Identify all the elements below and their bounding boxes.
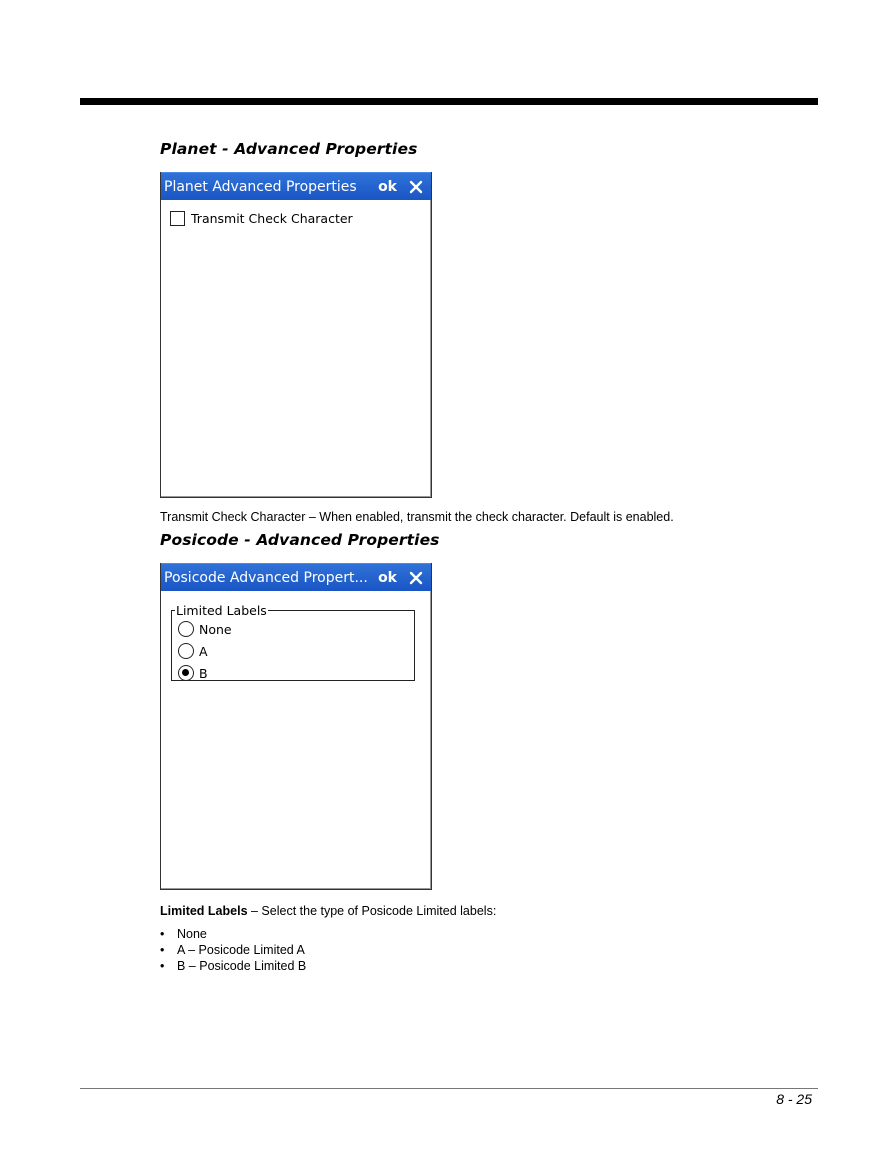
limited-labels-description: – Select the type of Posicode Limited labels: bbox=[247, 904, 497, 918]
radio-b-label: B bbox=[199, 665, 208, 681]
close-icon[interactable] bbox=[405, 176, 427, 198]
close-icon[interactable] bbox=[405, 567, 427, 589]
ok-button[interactable]: ok bbox=[378, 569, 397, 586]
bullet: • bbox=[160, 943, 165, 957]
radio-option-b[interactable] bbox=[178, 662, 408, 684]
header-rule bbox=[80, 98, 818, 105]
bullet: • bbox=[160, 959, 165, 973]
list-item bbox=[160, 958, 306, 974]
posicode-section-heading: Posicode - Advanced Properties bbox=[160, 531, 440, 549]
transmit-check-character-label: Transmit Check Character bbox=[191, 211, 353, 226]
limited-labels-list bbox=[160, 926, 306, 974]
planet-dialog bbox=[160, 172, 432, 498]
radio-option-a[interactable] bbox=[178, 640, 408, 662]
posicode-description bbox=[160, 904, 496, 918]
limited-labels-group bbox=[171, 603, 415, 681]
list-item-text: B – Posicode Limited B bbox=[177, 959, 307, 973]
posicode-dialog-title: Posicode Advanced Propert... bbox=[164, 569, 368, 586]
planet-dialog-title: Planet Advanced Properties bbox=[164, 178, 357, 195]
planet-dialog-titlebar bbox=[161, 172, 431, 200]
radio-none[interactable] bbox=[178, 621, 194, 637]
footer-rule bbox=[80, 1088, 818, 1089]
radio-option-none[interactable] bbox=[178, 618, 408, 640]
radio-a-label: A bbox=[199, 643, 208, 659]
list-item-text: None bbox=[177, 927, 207, 941]
transmit-check-character-checkbox[interactable] bbox=[170, 211, 185, 226]
page-number: 8 - 25 bbox=[776, 1091, 812, 1107]
limited-labels-term: Limited Labels bbox=[160, 904, 248, 918]
planet-description: Transmit Check Character – When enabled, transmit the check character. Default is enabled. bbox=[160, 510, 674, 524]
planet-section-heading: Planet - Advanced Properties bbox=[160, 140, 418, 158]
limited-labels-legend: Limited Labels bbox=[176, 603, 267, 618]
transmit-check-character-option[interactable] bbox=[170, 211, 353, 226]
radio-b[interactable] bbox=[178, 665, 194, 681]
radio-a[interactable] bbox=[178, 643, 194, 659]
list-item-text: A – Posicode Limited A bbox=[177, 943, 305, 957]
radio-none-label: None bbox=[199, 621, 232, 637]
bullet: • bbox=[160, 927, 165, 941]
ok-button[interactable]: ok bbox=[378, 178, 397, 195]
posicode-dialog bbox=[160, 563, 432, 890]
list-item bbox=[160, 926, 306, 942]
posicode-dialog-titlebar bbox=[161, 563, 431, 591]
list-item bbox=[160, 942, 306, 958]
